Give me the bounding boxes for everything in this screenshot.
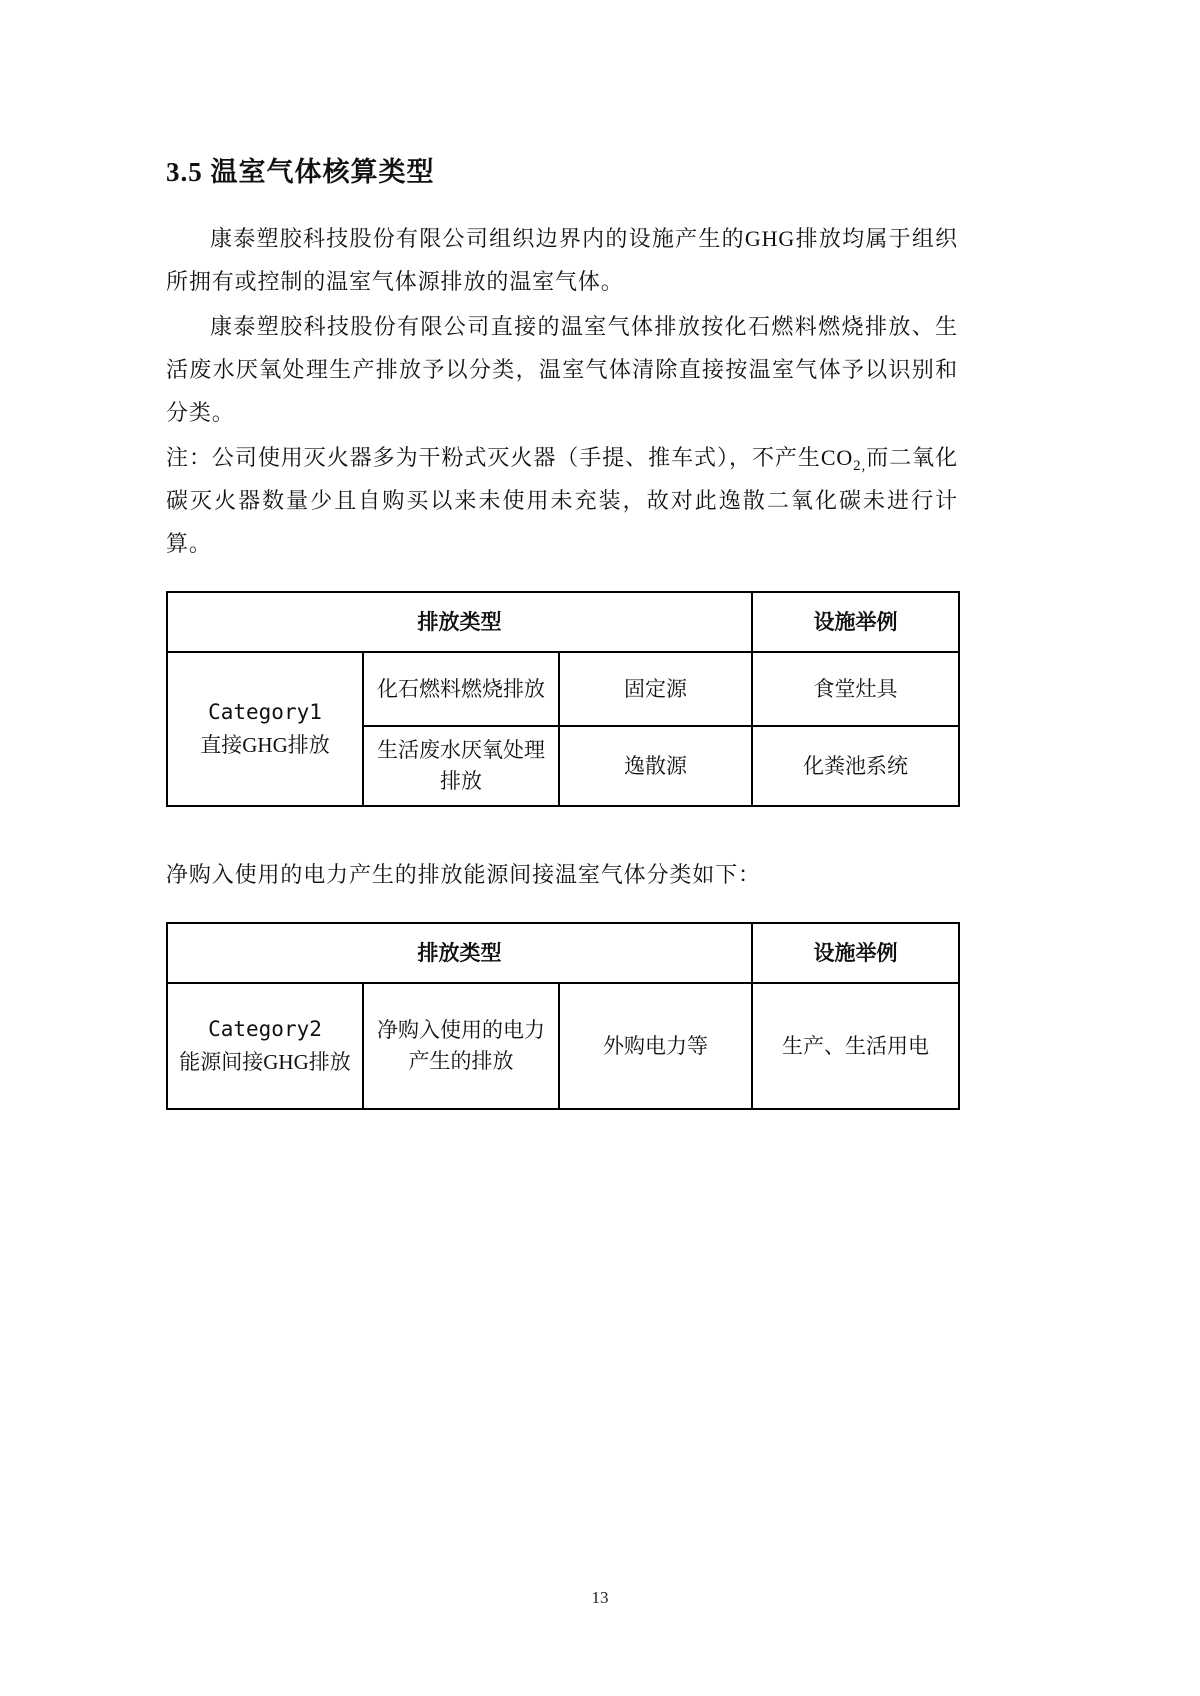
table-row	[167, 592, 959, 652]
table1-category-id: Category1	[208, 700, 322, 724]
table-row	[167, 983, 959, 1109]
table1-row1-example: 食堂灶具	[752, 652, 959, 726]
table1-row2-type: 生活废水厌氧处理排放	[363, 726, 559, 806]
table1-row1-source: 固定源	[559, 652, 752, 726]
paragraph-note	[166, 436, 958, 565]
paragraph-indirect-intro: 净购入使用的电力产生的排放能源间接温室气体分类如下：	[166, 862, 761, 887]
table2-header-emission-type: 排放类型	[167, 923, 752, 983]
table-category1-direct-ghg	[166, 591, 960, 807]
table2-header-facility-example: 设施举例	[752, 923, 959, 983]
note-text-before-co2: 注：公司使用灭火器多为干粉式灭火器（手提、推车式），不产生CO	[166, 445, 854, 470]
table1-row2-example: 化粪池系统	[752, 726, 959, 806]
table2-row1-source: 外购电力等	[559, 983, 752, 1109]
table1-category-label: 直接GHG排放	[200, 733, 330, 757]
table2-category-cell	[167, 983, 363, 1109]
table1-row2-source: 逸散源	[559, 726, 752, 806]
paragraph-ghg-boundary: 康泰塑胶科技股份有限公司组织边界内的设施产生的GHG排放均属于组织所拥有或控制的温室气体源排放的温室气体。	[166, 226, 958, 294]
table1-category-cell	[167, 652, 363, 806]
table2-row1-type: 净购入使用的电力产生的排放	[363, 983, 559, 1109]
co2-subscript: 2,	[853, 458, 867, 474]
table1-header-facility-example: 设施举例	[752, 592, 959, 652]
page-content	[166, 150, 958, 1110]
table1-row1-type: 化石燃料燃烧排放	[363, 652, 559, 726]
table-category2-energy-indirect-ghg	[166, 922, 960, 1110]
table2-category-label: 能源间接GHG排放	[179, 1050, 351, 1074]
paragraph-direct-emissions: 康泰塑胶科技股份有限公司直接的温室气体排放按化石燃料燃烧排放、生活废水厌氧处理生产排放予以分类，温室气体清除直接按温室气体予以识别和分类。	[166, 314, 958, 425]
table2-row1-example: 生产、生活用电	[752, 983, 959, 1109]
page-number: 13	[591, 1588, 609, 1607]
note-text-after-co2: 而二氧化碳灭火器数量少且自购买以来未使用未充装，故对此逸散二氧化碳未进行计算。	[166, 445, 958, 556]
table1-header-emission-type: 排放类型	[167, 592, 752, 652]
table-row	[167, 923, 959, 983]
table2-category-id: Category2	[208, 1017, 322, 1041]
section-heading: 3.5 温室气体核算类型	[166, 157, 435, 187]
table-row	[167, 652, 959, 726]
